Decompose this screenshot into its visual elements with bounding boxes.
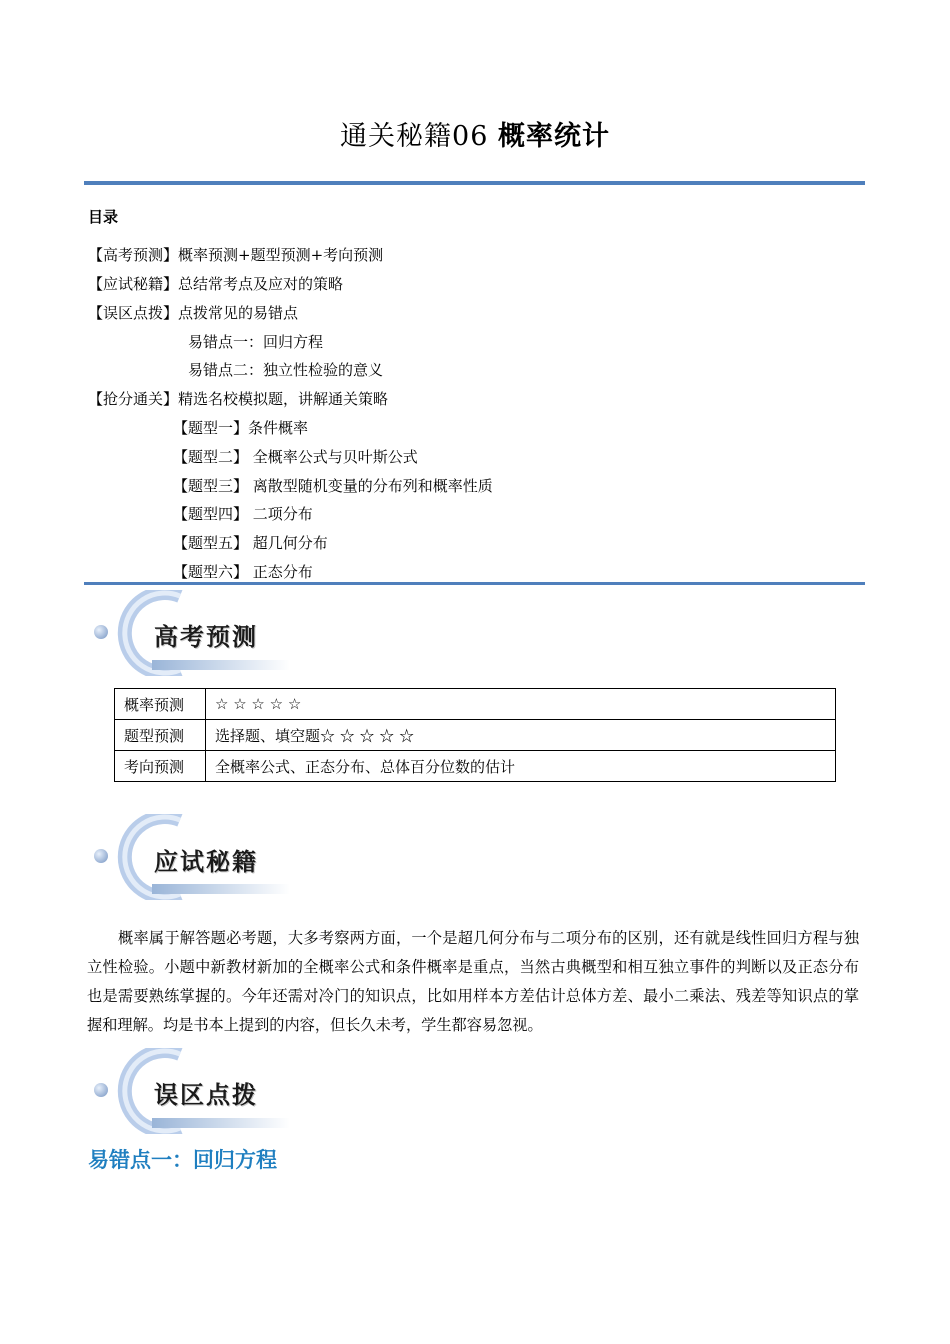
toc-item[interactable]: 【应试秘籍】总结常考点及应对的策略 xyxy=(88,275,344,293)
table-row xyxy=(115,720,836,751)
toc-subitem[interactable]: 【题型六】 正态分布 xyxy=(173,563,313,581)
toc-subitem[interactable]: 【题型二】 全概率公式与贝叶斯公式 xyxy=(173,448,418,466)
toc-bottom-rule xyxy=(84,582,865,585)
table-key: 题型预测 xyxy=(115,720,206,751)
toc-subitem[interactable]: 【题型五】 超几何分布 xyxy=(173,534,328,552)
title-main: 通关秘籍06 xyxy=(340,121,498,152)
toc-heading: 目录 xyxy=(88,208,119,226)
tips-paragraph: 概率属于解答题必考题，大多考察两方面，一个是超几何分布与二项分布的区别，还有就是线性回归方程与独立性检验。小题中新教材新加的全概率公式和条件概率是重点，当然古典概型和相互独立事件的判断以及正态分布也是需要熟练掌握的。今年还需对冷门的知识点，比如用样本方差估计总体方差、最小二乘法、残差等知识点的掌握和理解。均是书本上提到的内容，但长久未考，学生都容易忽视。 xyxy=(87,929,859,1034)
forecast-table xyxy=(114,688,836,782)
table-key: 概率预测 xyxy=(115,689,206,720)
section-heading-pitfalls: 误区点拨 xyxy=(154,1081,258,1109)
pitfall-one-heading: 易错点一：回归方程 xyxy=(88,1148,277,1172)
toc-item[interactable]: 【抢分通关】精选名校模拟题，讲解通关策略 xyxy=(88,390,389,408)
toc-item[interactable]: 【误区点拨】点拨常见的易错点 xyxy=(88,304,299,322)
page-title xyxy=(0,114,950,153)
toc-subitem[interactable]: 【题型四】 二项分布 xyxy=(173,505,313,523)
top-rule xyxy=(84,181,865,185)
table-row xyxy=(115,751,836,782)
table-key: 考向预测 xyxy=(115,751,206,782)
section-heading-tips: 应试秘籍 xyxy=(154,848,258,876)
toc-subitem[interactable]: 【题型三】 离散型随机变量的分布列和概率性质 xyxy=(173,477,493,495)
title-bold: 概率统计 xyxy=(497,121,610,152)
toc-subitem[interactable]: 易错点一：回归方程 xyxy=(188,333,324,351)
table-value: 选择题、填空题☆ ☆ ☆ ☆ ☆ xyxy=(206,720,836,751)
toc-subitem[interactable]: 易错点二：独立性检验的意义 xyxy=(188,361,384,379)
toc-item[interactable]: 【高考预测】概率预测+题型预测+考向预测 xyxy=(88,246,384,264)
toc-subitem[interactable]: 【题型一】条件概率 xyxy=(173,419,309,437)
section-heading-forecast: 高考预测 xyxy=(154,623,258,651)
table-value: ☆ ☆ ☆ ☆ ☆ xyxy=(206,689,836,720)
table-row xyxy=(115,689,836,720)
table-value: 全概率公式、正态分布、总体百分位数的估计 xyxy=(206,751,836,782)
